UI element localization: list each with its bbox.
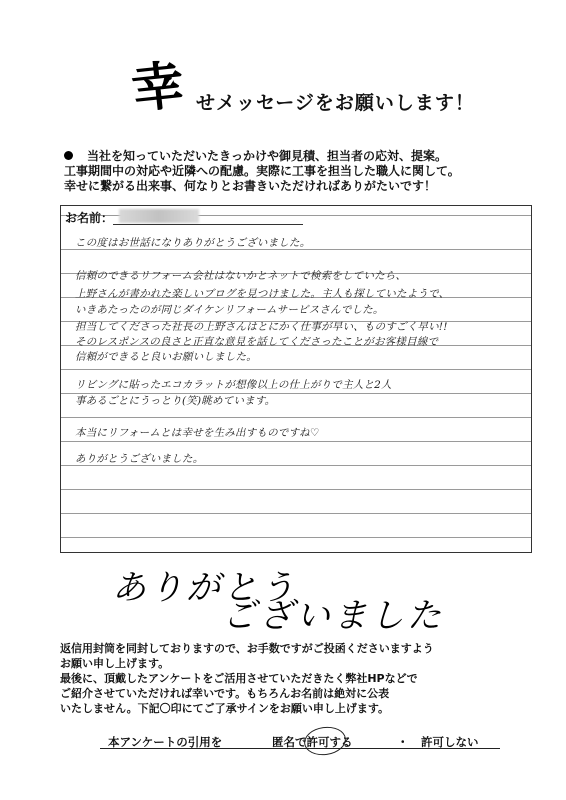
page-title: せメッセージをお願いします！ [196,92,475,114]
selection-circle [302,724,347,758]
message-line-5: 担当してくださった社長の上野さんはとにかく仕事が早い、ものすごく早い!! [75,321,448,333]
message-line-6: そのレスポンスの良さと正直な意見を話してくださったことがお客様目線で [75,336,439,348]
title-big-char: 幸 [128,54,188,121]
message-line-4: いきあたったのが同じダイケンリフォームサービスさんでした。 [75,304,384,316]
consent-underline [100,748,500,749]
intro-line-1: 当社を知っていただいたきっかけや御見積、担当者の応対、提案。 [64,149,534,164]
intro-line-2: 工事期間中の対応や近隣への配慮。実際に工事を担当した職人に関して。 [64,164,460,178]
redacted-name [119,209,199,223]
footer-line-5: いたしません。下記〇印にてご了承サインをお願い申し上げます。 [60,702,390,715]
message-line-9: 事あるごとにうっとり(笑)眺めています。 [75,395,276,407]
footer-line-3: 最後に、頂戴したアンケートをご活用させていただきたく弊社HPなどで [60,672,418,685]
consent-label: 本アンケートの引用を [108,735,223,749]
message-line-7: 信頼ができると良いお願いしました。 [75,351,257,363]
intro-line-3: 幸せに繋がる出来事、何なりとお書きいただければありがたいです！ [64,179,437,193]
handwritten-thanks-line-2: ございました [222,596,444,636]
message-line-3: 上野さんが書かれた楽しいブログを見つけました。主人も探していたようで、 [75,288,450,300]
name-underline [113,224,303,225]
name-label: お名前： [65,211,114,225]
bullet-icon [64,151,73,160]
consent-separator: ・ [397,735,409,749]
footer-line-4: ご紹介させていただければ幸いです。もちろんお名前は絶対に公表 [60,687,390,700]
message-line-11: ありがとうございました。 [75,453,204,465]
handwritten-thanks-line-1: ありがとう [112,568,297,608]
message-line-2: 信頼のできるリフォーム会社はないかとネットで検索をしていたら、 [75,270,407,282]
footer-line-2: お願い申し上げます。 [60,657,170,670]
footer-text [60,641,540,716]
consent-option-allow-anonymous[interactable]: 匿名で許可する [272,735,353,749]
message-line-8: リビングに貼ったエコカラットが想像以上の仕上がりで主人と2人 [75,379,392,391]
intro-text [64,149,534,194]
message-box [60,205,532,553]
message-line-1: この度はお世話になりありがとうございました。 [75,237,311,249]
message-line-10: 本当にリフォームとは幸せを生み出すものですね♡ [75,427,320,439]
consent-option-deny[interactable]: 許可しない [421,735,479,749]
footer-line-1: 返信用封筒を同封しておりますので、お手数ですがご投函くださいますよう [60,642,434,655]
